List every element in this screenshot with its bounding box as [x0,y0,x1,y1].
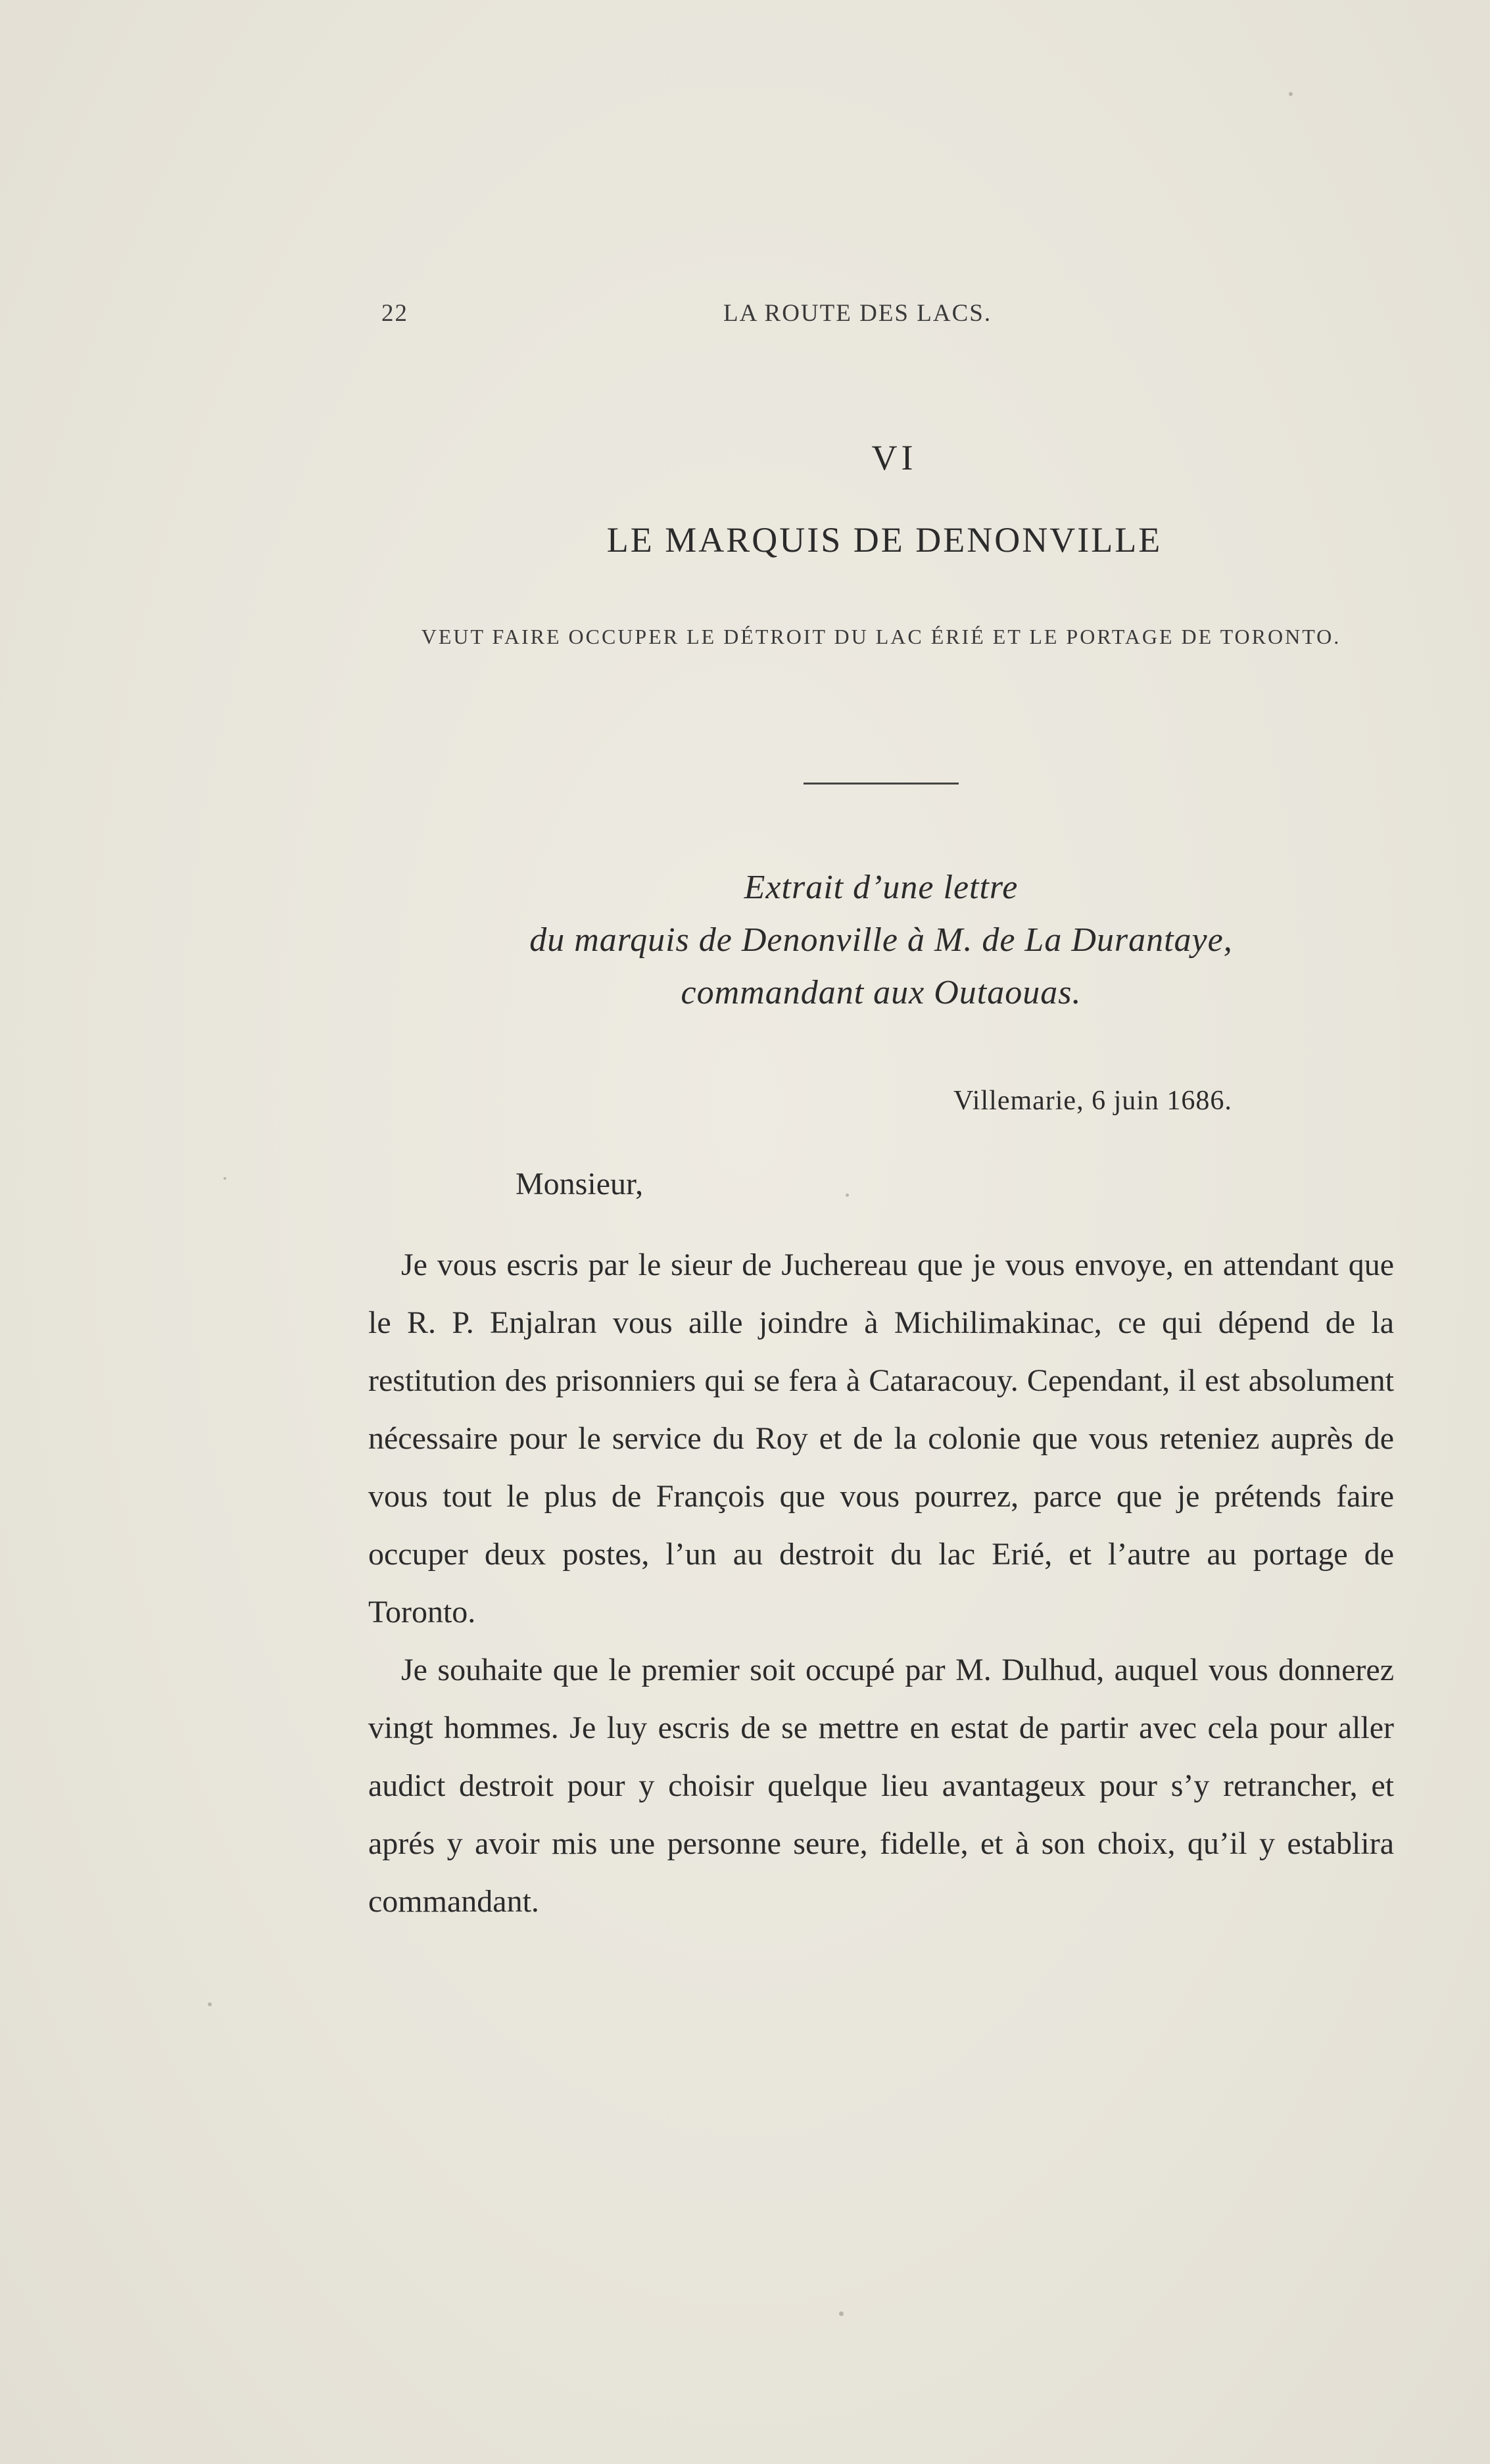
page-header [368,299,1394,339]
letter-paragraph-2: Je souhaite que le premier soit occupé par M. Dulhud, auquel vous donnerez vingt hommes. Je luy escris de se mettre en estat de partir avec cela pour aller audict destroit pour y choisir quelque lieu avantageux pour s’y retrancher, et aprés y avoir mis une personne seure, fidelle, et à son choix, qu’il y establira commandant. [368,1653,1394,1919]
paper-speck [1289,92,1293,96]
paper-speck [839,2311,844,2316]
section-number: VI [871,438,917,477]
extract-line-2: du marquis de Denonville à M. de La Durantaye, [529,921,1233,959]
running-head: LA ROUTE DES LACS. [723,300,992,327]
letter-body [368,1236,1394,1931]
chapter-title: LE MARQUIS DE DENONVILLE [606,520,1163,560]
paper-speck [208,2002,212,2006]
paper-speck [846,1194,849,1197]
page-number: 22 [381,300,408,327]
letter-paragraph-1: Je vous escris par le sieur de Juchereau que je vous envoye, en attendant que le R. P. Enjalran vous aille joindre à Michilimakinac, ce qui dépend de la restitution des prisonniers qui se fera à Cataracouy. Cependant, il est absolument nécessaire pour le service du Roy et de la colonie que vous reteniez auprès de vous tout le plus de François que vous pourrez, parce que je prétends faire occuper deux postes, l’un au destroit du lac Erié, et l’autre au portage de Toronto. [368,1247,1394,1630]
letter-salutation: Monsieur, [516,1167,644,1201]
extract-line-1: Extrait d’une lettre [744,869,1019,906]
section-divider [804,783,959,785]
letter-dateline: Villemarie, 6 juin 1686. [953,1086,1232,1116]
chapter-subtitle: VEUT FAIRE OCCUPER LE DÉTROIT DU LAC ÉRIÉ ET LE PORTAGE DE TORONTO. [421,625,1341,648]
extract-heading [395,861,1368,1019]
extract-line-3: commandant aux Outaouas. [681,974,1082,1011]
paper-speck [224,1177,226,1180]
